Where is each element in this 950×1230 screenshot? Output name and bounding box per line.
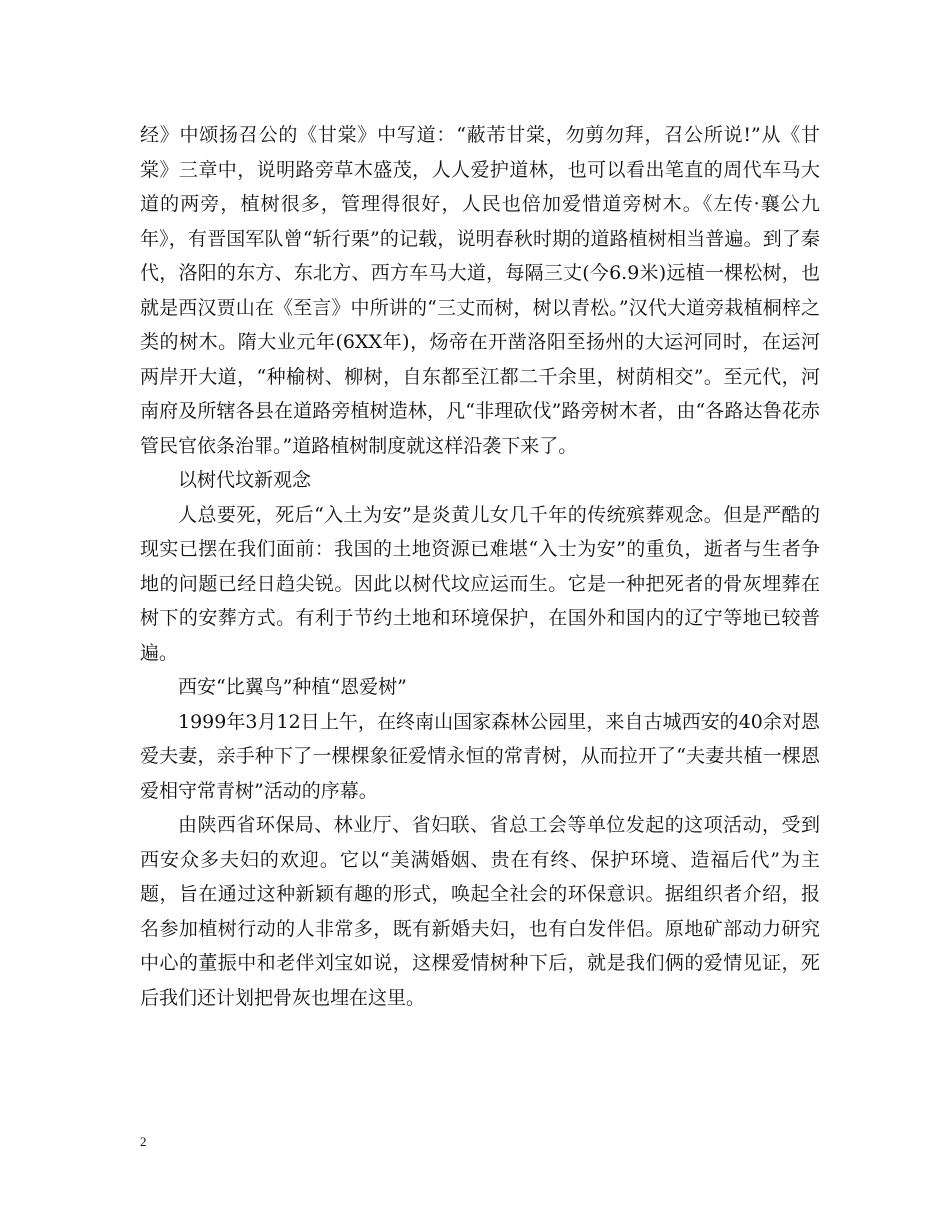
paragraph-tree-burial: 人总要死，死后“入土为安”是炎黄儿女几千年的传统殡葬观念。但是严酷的现实已摆在我们面前：我国的土地资源已难堪“入士为安”的重负，逝者与生者争地的问题已经日趋尖锐。因此以树代坟应运而生。它是一种把死者的骨灰埋葬在树下的安葬方式。有利于节约土地和环境保护，在国外和国内的辽宁等地已较普遍。 [140,503,820,664]
section-heading-love-trees: 西安“比翼鸟”种植“恩爱树” [178,676,407,698]
paragraph-love-trees-details: 由陕西省环保局、林业厅、省妇联、省总工会等单位发起的这项活动，受到西安众多夫妇的欢迎。它以“美满婚姻、贵在有终、保护环境、造福后代”为主题，旨在通过这种新颖有趣的形式，唤起全社会的环保意识。据组织者介绍，报名参加植树行动的人非常多，既有新婚夫妇，也有白发伴侣。原地矿部动力研究中心的董振中和老伴刘宝如说，这棵爱情树种下后，就是我们俩的爱情见证，死后我们还计划把骨灰也埋在这里。 [140,814,820,1009]
page-number: 2 [140,1134,147,1149]
paragraph-love-trees-event: 1999年3月12日上午，在终南山国家森林公园里，来自古城西安的40余对恩爱夫妻，亲手种下了一棵棵象征爱情永恒的常青树，从而拉开了“夫妻共植一棵恩爱相守常青树”活动的序幕。 [140,710,820,802]
paragraph-road-trees-history: 经》中颂扬召公的《甘棠》中写道：“蔽芾甘棠，勿剪勿拜，召公所说!”从《甘棠》三章中，说明路旁草木盛茂，人人爱护道林，也可以看出笔直的周代车马大道的两旁，植树很多，管理得很好，人民也倍加爱惜道旁树木。《左传·襄公九年》，有晋国军队曾“斩行栗”的记载，说明春秋时期的道路植树相当普遍。到了秦代，洛阳的东方、东北方、西方车马大道，每隔三丈(今6.9米)远植一棵松树，也就是西汉贾山在《至言》中所讲的“三丈而树，树以青松。”汉代大道旁栽植桐梓之类的树木。隋大业元年(6XX年)，炀帝在开凿洛阳至扬州的大运河同时，在运河两岸开大道，“种榆树、柳树，自东都至江都二千余里，树荫相交”。至元代，河南府及所辖各县在道路旁植树造林，凡“非理砍伐”路旁树木者，由“各路达鲁花赤管民官依条治罪。”道路植树制度就这样沿袭下来了。 [140,124,820,457]
section-heading-tree-burial: 以树代坟新观念 [178,469,312,491]
document-body [140,118,820,1015]
